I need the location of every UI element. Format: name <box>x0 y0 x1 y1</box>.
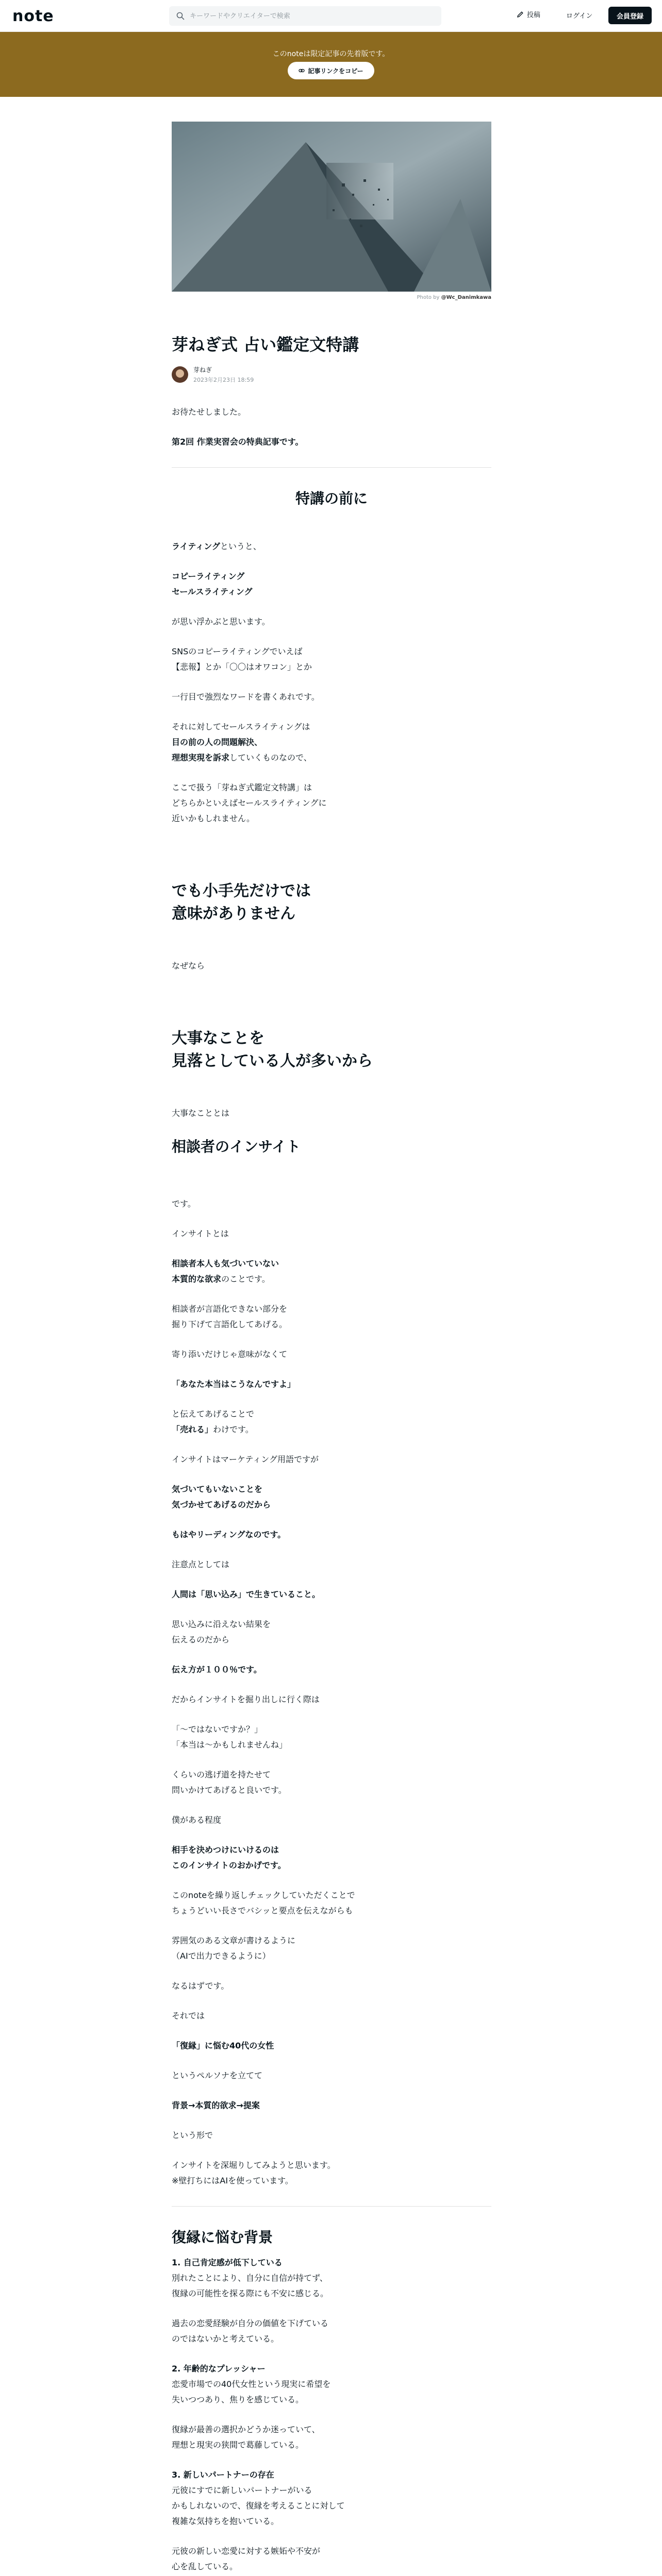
text: 複雑な気持ちを抱いている。 <box>172 2516 279 2526</box>
paragraph: なぜなら <box>172 961 205 971</box>
text: 【悲報】とか「〇〇はオワコン」とか <box>172 662 312 672</box>
text: 元彼の新しい恋愛に対する嫉妬や不安が <box>172 2546 321 2556</box>
paragraph <box>172 1617 491 1648</box>
paragraph: です。 <box>172 1199 196 1209</box>
paragraph <box>172 2483 491 2529</box>
banner-text: このnoteは限定記事の先着版です。 <box>272 50 390 58</box>
heading-reunion-background: 復縁に悩む背景 <box>172 2229 273 2246</box>
paragraph <box>172 2098 491 2113</box>
copy-link-button[interactable] <box>288 62 374 79</box>
text: ここで扱う「芽ねぎ式鑑定文特講」は <box>172 783 312 792</box>
paragraph <box>172 1482 491 1513</box>
paragraph <box>172 1662 491 1677</box>
bold-text: 理想実現を訴求 <box>172 753 230 762</box>
text: くらいの逃げ道を持たせて <box>172 1770 271 1780</box>
publish-date: 2023年2月23日 18:59 <box>193 377 254 383</box>
search-input[interactable] <box>190 12 437 20</box>
bold-text: コピーライティング <box>172 571 245 581</box>
paragraph: が思い浮かぶと思います。 <box>172 617 270 626</box>
article-body <box>172 404 491 2576</box>
author-name[interactable]: 芽ねぎ <box>193 366 212 374</box>
paragraph <box>172 2158 491 2189</box>
article-title: 芽ねぎ式 占い鑑定文特講 <box>172 335 359 354</box>
pen-icon <box>517 11 524 18</box>
paragraph: 僕がある程度 <box>172 1815 222 1825</box>
copy-link-label: 記事リンクをコピー <box>308 67 363 75</box>
paragraph <box>172 1842 491 1873</box>
photo-credit-prefix: Photo by <box>417 295 440 300</box>
paragraph <box>172 1256 491 1287</box>
text: インサイトを深堀りしてみようと思います。 <box>172 2160 336 2170</box>
bold-text: 「あなた本当はこうなんですよ」 <box>172 1379 296 1389</box>
text: 伝えるのだから <box>172 1635 230 1645</box>
heading-line: 意味がありません <box>172 905 295 923</box>
paragraph <box>172 1722 491 1753</box>
heading-line: 見落としている人が多いから <box>172 1052 373 1070</box>
author-meta <box>193 365 254 384</box>
text: わけです。 <box>213 1425 254 1434</box>
bold-text: 人間は「思い込み」で生きていること。 <box>172 1589 321 1599</box>
text: 掘り下げて言語化してあげる。 <box>172 1319 288 1329</box>
bold-text: セールスライティング <box>172 587 253 597</box>
text: このnoteを繰り返しチェックしていただくことで <box>172 1890 355 1900</box>
paragraph: インサイトはマーケティング用語ですが <box>172 1454 319 1464</box>
bold-text: 2. 年齢的なプレッシャー <box>172 2364 266 2374</box>
site-header <box>0 0 662 32</box>
bold-text: このインサイトのおかげです。 <box>172 1860 286 1870</box>
paragraph <box>172 434 491 450</box>
text: ※壁打ちにはAIを使っています。 <box>172 2176 293 2185</box>
paragraph <box>172 2038 491 2054</box>
text: 相談者が言語化できない部分を <box>172 1304 288 1314</box>
bold-text: 相手を決めつけにいけるのは <box>172 1845 279 1855</box>
bold-text: 気づかせてあげるのだから <box>172 1500 271 1510</box>
limited-article-banner <box>0 32 662 97</box>
bold-text: に悩む40代の女性 <box>205 2041 274 2050</box>
bold-text: ライティング <box>172 541 220 551</box>
search-icon <box>176 12 185 20</box>
author-block[interactable] <box>172 365 491 384</box>
heading-insight: 相談者のインサイト <box>172 1138 301 1155</box>
login-link[interactable]: ログイン <box>566 12 593 20</box>
bold-text: 相談者本人も気づいていない <box>172 1259 279 1268</box>
text: 近いかもしれません。 <box>172 814 255 823</box>
paragraph <box>172 2467 491 2483</box>
link-icon <box>299 67 305 74</box>
text: ちょうどいい長さでバシッと要点を伝えながらも <box>172 1906 353 1916</box>
heading-line: でも小手先だけでは <box>172 882 311 900</box>
text: 失いつつあり、焦りを感じている。 <box>172 2395 304 2404</box>
paragraph: 大事なこととは <box>172 1108 230 1118</box>
paragraph: 一行目で強烈なワードを書くあれです。 <box>172 692 320 702</box>
paragraph: インサイトとは <box>172 1229 229 1239</box>
paragraph <box>172 1587 491 1602</box>
text: 復縁が最善の選択かどうか迷っていて、 <box>172 2425 320 2434</box>
hero-image <box>172 122 491 292</box>
text: 心を乱している。 <box>172 2562 238 2571</box>
paragraph <box>172 1767 491 1798</box>
paragraph <box>172 1301 491 1332</box>
paragraph <box>172 539 491 554</box>
paragraph <box>172 719 491 766</box>
text: のではないかと考えている。 <box>172 2334 279 2344</box>
text: 復縁の可能性を探る際にも不安に感じる。 <box>172 2289 329 2298</box>
text: 「〜ではないですか？」 <box>172 1724 263 1734</box>
paragraph <box>172 1377 491 1392</box>
text: 別れたことにより、自分に自信が持てず、 <box>172 2273 328 2283</box>
text: （AIで出力できるように） <box>172 1951 271 1961</box>
bold-text: もはやリーディングなのです。 <box>172 1530 286 1539</box>
bold-text: 気づいてもいないことを <box>172 1484 263 1494</box>
paragraph <box>172 780 491 826</box>
heading-overlooked <box>172 1027 491 1073</box>
paragraph <box>172 2255 491 2270</box>
paragraph <box>172 2361 491 2377</box>
bold-text: 伝え方が１００％です。 <box>172 1665 262 1674</box>
search-box[interactable] <box>169 6 441 26</box>
paragraph: なるはずです。 <box>172 1981 229 1991</box>
signup-button[interactable]: 会員登録 <box>608 7 652 24</box>
bold-text: 背景→本質的欲求→提案 <box>172 2100 260 2110</box>
text: どちらかといえばセールスライティングに <box>172 798 327 808</box>
paragraph <box>172 2270 491 2301</box>
text: 問いかけてあげると良いです。 <box>172 1785 287 1795</box>
paragraph <box>172 2422 491 2453</box>
heading-line: 大事なことを <box>172 1029 264 1047</box>
paragraph <box>172 1406 491 1437</box>
photo-credit-name[interactable]: @Wc_Danimkawa <box>441 295 491 300</box>
note-logo[interactable]: note <box>12 7 54 25</box>
text: というと、 <box>220 541 261 551</box>
text: 雰囲気のある文章が書けるように <box>172 1936 296 1945</box>
text: していくものなので、 <box>229 753 312 762</box>
bold-text: 「売れる」 <box>172 1425 213 1434</box>
bold-text: 1. 自己肯定感が低下している <box>172 2258 283 2267</box>
post-button[interactable] <box>517 9 540 19</box>
text: のことです。 <box>221 1274 270 1284</box>
bold-text: 目の前の人の問題解決、 <box>172 737 263 747</box>
paragraph: それでは <box>172 2011 205 2021</box>
text: それに対してセールスライティングは <box>172 722 310 732</box>
heading-intro: 特講の前に <box>295 490 368 507</box>
paragraph: だからインサイトを掘り出しに行く際は <box>172 1694 320 1704</box>
text: 過去の恋愛経験が自分の価値を下げている <box>172 2318 329 2328</box>
paragraph: というペルソナを立てて <box>172 2071 263 2080</box>
divider <box>172 2206 491 2207</box>
paragraph <box>172 2544 491 2574</box>
heading-not-enough <box>172 880 491 925</box>
photo-credit <box>172 295 491 300</box>
text: かもしれないので、復縁を考えることに対して <box>172 2501 345 2511</box>
divider <box>172 467 491 468</box>
paragraph <box>172 569 491 600</box>
paragraph <box>172 2377 491 2408</box>
paragraph <box>172 1888 491 1919</box>
text: と伝えてあげることで <box>172 1409 255 1419</box>
paragraph <box>172 1527 491 1543</box>
post-label: 投稿 <box>527 11 541 19</box>
paragraph <box>172 1933 491 1964</box>
bold-text: 「復縁」 <box>172 2041 205 2050</box>
author-avatar[interactable] <box>172 366 188 383</box>
text: 「本当は〜かもしれませんね」 <box>172 1740 288 1750</box>
text: SNSのコピーライティングでいえば <box>172 647 303 656</box>
article <box>172 122 491 2576</box>
paragraph: 注意点としては <box>172 1560 230 1569</box>
text: 思い込みに沿えない結果を <box>172 1619 271 1629</box>
text: 理想と現実の狭間で葛藤している。 <box>172 2440 304 2450</box>
paragraph: という形で <box>172 2130 213 2140</box>
paragraph: 寄り添いだけじゃ意味がなくて <box>172 1349 288 1359</box>
bold-text: 本質的な欲求 <box>172 1274 222 1284</box>
paragraph: お待たせしました。 <box>172 407 246 417</box>
bold-text: 3. 新しいパートナーの存在 <box>172 2470 274 2480</box>
bold-text: 第2回 作業実習会の特典記事です。 <box>172 437 304 447</box>
paragraph <box>172 2316 491 2347</box>
paragraph <box>172 644 491 675</box>
text: 元彼にすでに新しいパートナーがいる <box>172 2485 312 2495</box>
text: 恋愛市場での40代女性という現実に希望を <box>172 2379 331 2389</box>
